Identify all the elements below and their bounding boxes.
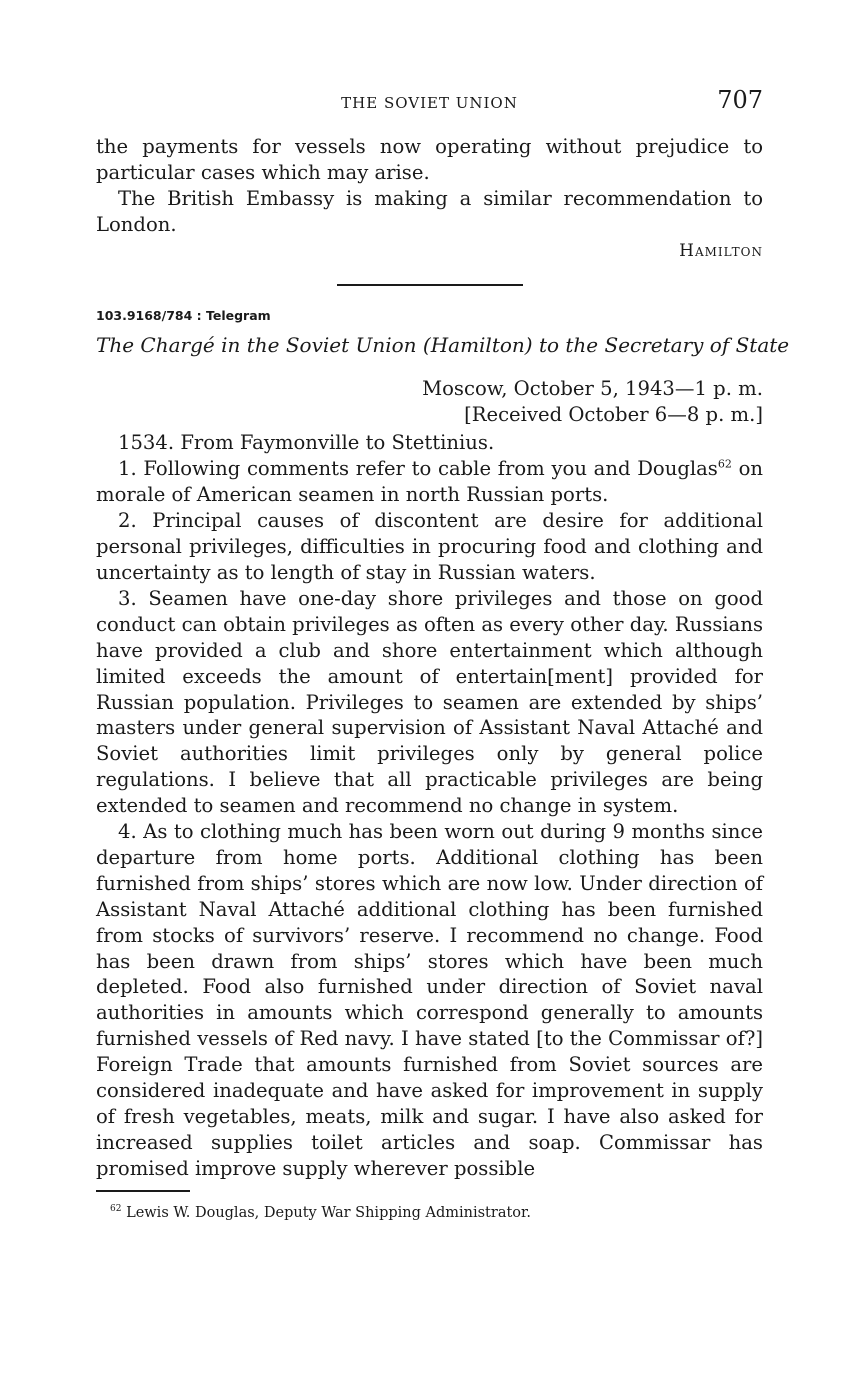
dateline-sent: Moscow, October 5, 1943—1 p. m. <box>422 376 763 400</box>
telegram-body <box>96 430 763 1181</box>
document-title: The Chargé in the Soviet Union (Hamilton) to the Secretary of State <box>96 332 790 357</box>
page-number: 707 <box>717 86 763 114</box>
telegram-paragraph-3: 3. Seamen have one-day shore privileges and those on good conduct can obtain privileges as often as every other day. Russians have provided a club and shore entertainment which although limited exceeds the amount of entertain[ment] provided for Russian population. Privileges to seamen are extended by ships’ masters under general supervision of Assistant Naval Attaché and Soviet authorities limit privileges only by general police regulations. I believe that all practicable privileges are being extended to seamen and recommend no change in system. <box>96 586 763 818</box>
telegram-paragraph-1 <box>96 456 763 508</box>
footnote <box>96 1204 763 1222</box>
paragraph-text: 1. Following comments refer to cable from you and Douglas <box>118 457 718 481</box>
document-page <box>96 86 790 1222</box>
continuation-paragraph: the payments for vessels now operating without prejudice to particular cases which may arise. <box>96 135 763 184</box>
telegram-paragraph-2: 2. Principal causes of discontent are desire for additional personal privileges, difficulties in procuring food and clothing and uncertainty as to length of stay in Russian waters. <box>96 509 763 584</box>
continuation-paragraph: The British Embassy is making a similar recommendation to London. <box>96 186 763 236</box>
running-title: THE SOVIET UNION <box>341 94 518 112</box>
continuation-text <box>96 134 763 262</box>
dateline-received: [Received October 6—8 p. m.] <box>464 402 763 426</box>
footnote-mark: 62 <box>110 1203 122 1214</box>
dateline <box>96 376 763 428</box>
footnote-text: Lewis W. Douglas, Deputy War Shipping Administrator. <box>126 1204 531 1221</box>
running-head <box>96 86 763 122</box>
section-divider <box>337 284 523 286</box>
paragraph-text: on morale of American seamen in north Russian ports. <box>96 457 763 507</box>
footnote-reference: 62 <box>717 457 732 471</box>
signature: Hamilton <box>679 240 763 261</box>
telegram-intro: 1534. From Faymonville to Stettinius. <box>118 431 495 455</box>
telegram-paragraph-4: 4. As to clothing much has been worn out during 9 months since departure from home ports. Additional clothing has been furnished from ships’ stores which are now low. Under direction of Assistant Naval Attaché additional clothing has been furnished from stocks of survivors’ reserve. I recommend no change. Food has been drawn from ships’ stores which have been much depleted. Food also furnished under direction of Soviet naval authorities in amounts which correspond generally to amounts furnished vessels of Red navy. I have stated [to the Commissar of?] Foreign Trade that amounts furnished from Soviet sources are considered inadequate and have asked for improvement in supply of fresh vegetables, meats, milk and sugar. I have also asked for increased supplies toilet articles and soap. Commissar has promised improve supply wherever possible <box>96 820 763 1180</box>
file-reference: 103.9168/784 : Telegram <box>96 307 271 323</box>
footnote-divider <box>96 1190 190 1192</box>
